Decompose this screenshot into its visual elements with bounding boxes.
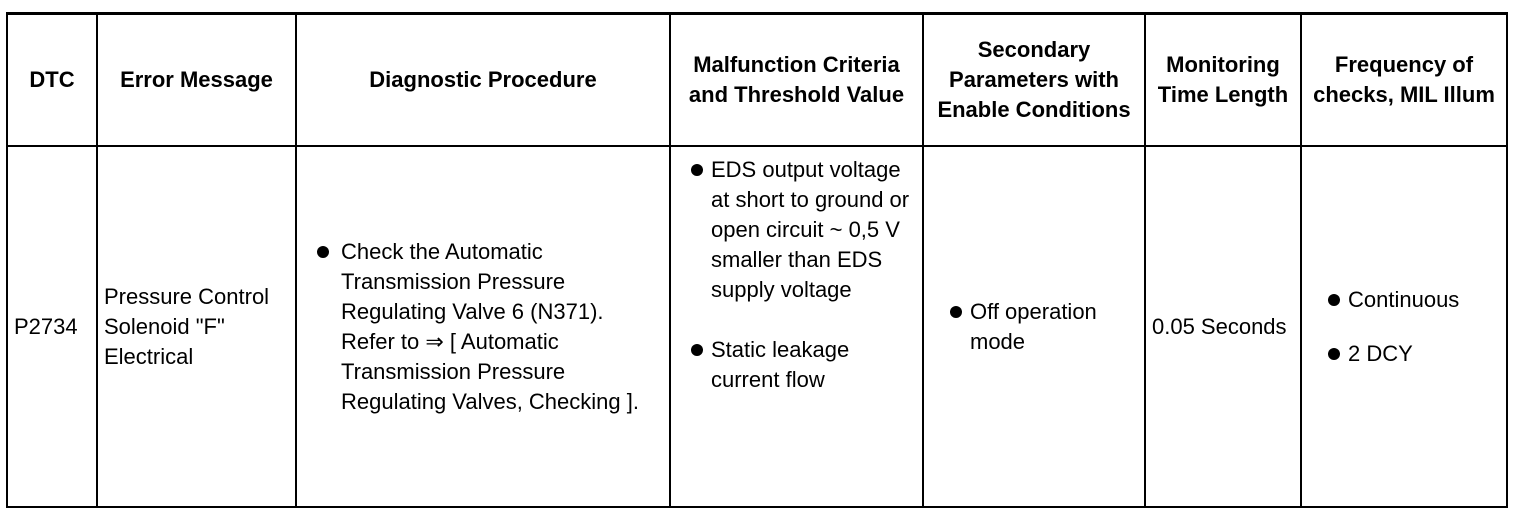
bullet-icon <box>950 306 962 318</box>
cell-dtc: P2734 <box>7 146 97 507</box>
header-diagnostic-procedure: Diagnostic Procedure <box>296 14 670 147</box>
diagnostic-procedure-text: Check the Automatic Transmission Pressure Regulating Valve 6 (N371). Refer to ⇒ [ Automatic Transmission Pressure Regulating Valves, Checking ]. <box>341 238 639 414</box>
list-item <box>1308 339 1500 369</box>
diagnostic-procedure-list <box>303 237 663 417</box>
dtc-table <box>6 12 1508 508</box>
list-item <box>930 297 1138 357</box>
malfunction-criteria-text: Static leakage current flow <box>711 337 850 392</box>
dtc-table-container <box>6 12 1506 508</box>
header-malfunction-criteria: Malfunction Criteria and Threshold Value <box>670 14 923 147</box>
secondary-parameters-text: Off operation mode <box>970 298 1097 354</box>
bullet-icon <box>1328 348 1340 360</box>
bullet-icon <box>1328 294 1340 306</box>
malfunction-criteria-text: EDS output voltage at short to ground or open circuit ~ 0,5 V smaller than EDS supply voltage <box>711 157 910 302</box>
bullet-icon <box>691 344 703 356</box>
frequency-text: 2 DCY <box>1348 340 1413 366</box>
cell-diagnostic-procedure <box>296 146 670 507</box>
list-item <box>677 155 916 305</box>
list-item <box>303 237 663 417</box>
list-item <box>677 335 916 395</box>
frequency-list <box>1308 285 1500 369</box>
header-frequency: Frequency of checks, MIL Illum <box>1301 14 1507 147</box>
cell-monitoring-time: 0.05 Seconds <box>1145 146 1301 507</box>
table-row <box>7 146 1507 507</box>
list-item <box>1308 285 1500 315</box>
header-monitoring-time: Monitoring Time Length <box>1145 14 1301 147</box>
cell-secondary-parameters <box>923 146 1145 507</box>
bullet-icon <box>317 246 329 258</box>
header-error-message: Error Message <box>97 14 296 147</box>
header-dtc: DTC <box>7 14 97 147</box>
malfunction-criteria-list <box>677 155 916 395</box>
cell-error-message: Pressure Control Solenoid "F" Electrical <box>97 146 296 507</box>
bullet-icon <box>691 164 703 176</box>
cell-frequency <box>1301 146 1507 507</box>
table-header-row <box>7 14 1507 147</box>
frequency-text: Continuous <box>1348 286 1460 312</box>
cell-malfunction-criteria <box>670 146 923 507</box>
secondary-parameters-list <box>930 297 1138 357</box>
header-secondary-parameters: Secondary Parameters with Enable Conditions <box>923 14 1145 147</box>
